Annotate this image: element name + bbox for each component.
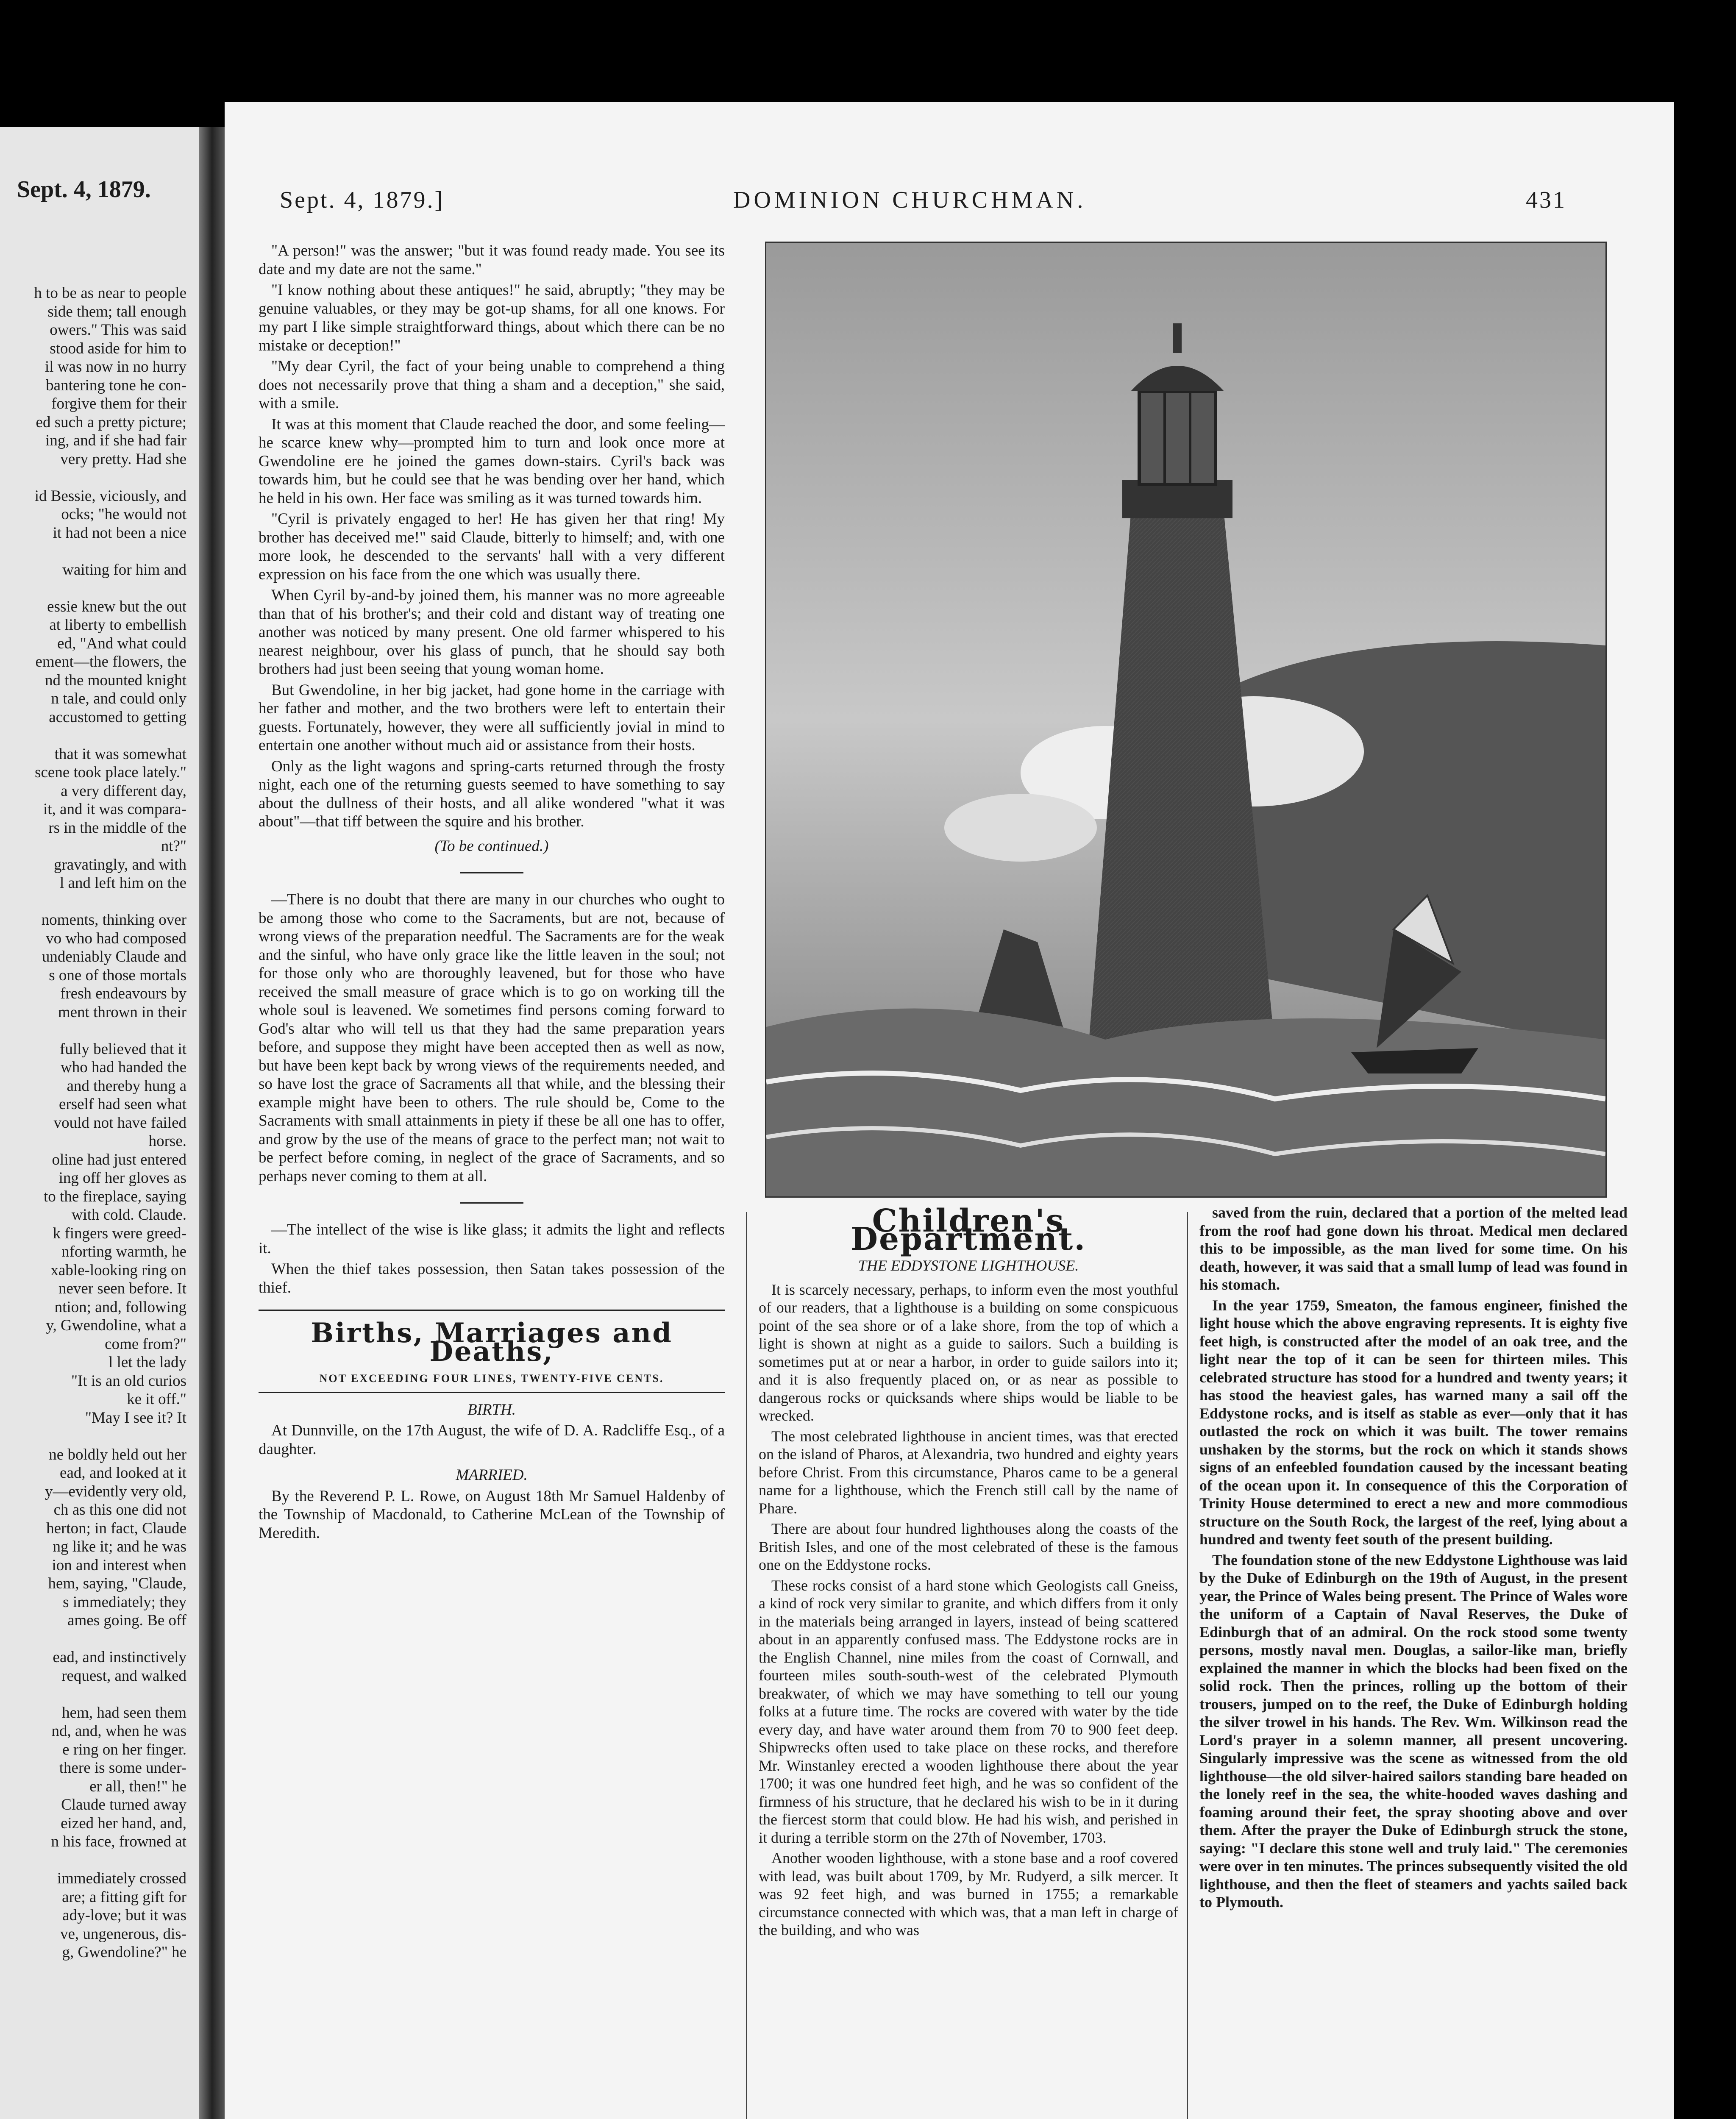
- bmd-subtitle: NOT EXCEEDING FOUR LINES, TWENTY-FIVE CENTS.: [319, 1372, 664, 1385]
- left-page-line: oline had just entered: [52, 1151, 186, 1168]
- left-page-line: eized her hand, and,: [61, 1814, 186, 1832]
- left-page-line: er all, then!" he: [89, 1777, 186, 1795]
- left-page-line: rs in the middle of the: [48, 819, 186, 837]
- left-page-line: l let the lady: [108, 1354, 186, 1371]
- left-page-line: nt?": [161, 837, 186, 855]
- left-page-line: hem, had seen them: [62, 1704, 186, 1721]
- lighthouse-illustration-icon: [766, 243, 1605, 1196]
- header-page-number: 431: [1526, 187, 1566, 213]
- left-page-line: a very different day,: [61, 782, 186, 800]
- left-page-line: s immediately; they: [63, 1593, 186, 1611]
- left-page-line: [0, 1021, 186, 1040]
- left-page-line: ment thrown in their: [58, 1003, 186, 1021]
- birth-notice: At Dunnville, on the 17th August, the wife of D. A. Radcliffe Esq., of a daughter.: [259, 1422, 725, 1458]
- left-page-line: h to be as near to people: [34, 284, 186, 302]
- left-page-line: forgive them for their: [51, 395, 186, 412]
- left-page-line: there is some under-: [59, 1759, 186, 1777]
- left-page-line: ed such a pretty picture;: [36, 413, 186, 431]
- left-page-line: fresh endeavours by: [60, 985, 186, 1002]
- left-page-line: fully believed that it: [60, 1040, 186, 1058]
- note-sacraments: —There is no doubt that there are many in our churches who ought to be among those who come to the Sacraments, but are not, because of wrong views of the preparation needful. The Sacraments are for the weak and the sinful, who have only grace like the little leaven in the soul; not for those only who are thoroughly leavened, but for those who have received the small measure of grace which is to go on working till the whole soul is leavened. We sometimes find persons coming forward to God's altar who will tell us that they had the same preparation years before, and suppose they might have been accepted then as well as now, but have been kept back by wrong views of the requirements needed, and so have lost the grace of Sacraments all that while, and the blessing their example might have been to others. The rule should be, Come to the Sacraments with small attainments in piety if these be all one has to offer, and grow by the use of the means of grace to the perfect man; not wait to be perfect before coming, in neglect of the grace of Sacraments, and so perhaps never coming to them at all.: [259, 891, 725, 1185]
- left-page-line: k fingers were greed-: [53, 1224, 186, 1242]
- left-page-line: scene took place lately.": [35, 764, 186, 781]
- left-page-line: ne boldly held out her: [49, 1446, 186, 1463]
- left-page-line: ve, ungenerous, dis-: [60, 1925, 186, 1943]
- left-page-line: y, Gwendoline, what a: [46, 1317, 186, 1334]
- left-page-line: horse.: [148, 1132, 186, 1150]
- column-rule: [1187, 1212, 1188, 2119]
- left-page-line: owers." This was said: [50, 321, 186, 339]
- left-page-line: id Bessie, viciously, and: [34, 487, 186, 505]
- left-page-line: bantering tone he con-: [46, 376, 186, 394]
- left-page-line: ead, and instinctively: [53, 1649, 186, 1666]
- left-page-line: [0, 542, 186, 561]
- lighthouse-article: [759, 1281, 1178, 1939]
- left-page-line: [0, 1427, 186, 1446]
- paragraph: "I know nothing about these antiques!" he said, abruptly; "they may be genuine valuables, or they may be got-up shams, for all one knows. For my part I like simple straightforward things, about which there can be no mistake or deception!": [259, 281, 725, 354]
- left-page-date: Sept. 4, 1879.: [17, 176, 151, 203]
- lighthouse-article-continued: [1199, 1204, 1628, 1911]
- left-page-line: ead, and looked at it: [60, 1464, 186, 1482]
- left-page-line: Claude turned away: [61, 1796, 186, 1813]
- left-page-line: [0, 1630, 186, 1649]
- bmd-header: [259, 1310, 725, 1393]
- left-page-line: and thereby hung a: [67, 1077, 186, 1095]
- header-title: DOMINION CHURCHMAN.: [733, 187, 1087, 213]
- column-1: [259, 242, 725, 1542]
- left-page-line: immediately crossed: [57, 1870, 186, 1887]
- left-page-line: stood aside for him to: [50, 339, 186, 357]
- paragraph: But Gwendoline, in her big jacket, had gone home in the carriage with her father and mother, and the two brothers were left to entertain their guests. Fortunately, however, they were all sufficiently jovial in mind to entertain one another without much aid or assistance from their hosts.: [259, 681, 725, 754]
- left-page-line: undeniably Claude and: [42, 948, 186, 965]
- left-page-line: ntion; and, following: [54, 1298, 186, 1316]
- left-page-line: at liberty to embellish: [49, 616, 186, 634]
- paragraph: saved from the ruin, declared that a portion of the melted lead from the roof had gone down his throat. Medical men declared this to be impossible, as the man lived for some time. On his death, however, it was said that a small lump of lead was found in his stomach.: [1199, 1204, 1628, 1293]
- left-page-line: ion and interest when: [52, 1556, 186, 1574]
- divider: [460, 872, 523, 873]
- left-page-line: ing off her gloves as: [58, 1169, 186, 1187]
- left-page-line: gravatingly, and with: [53, 856, 186, 873]
- paragraph: "A person!" was the answer; "but it was found ready made. You see its date and my date are not the same.": [259, 242, 725, 278]
- left-page-line: accustomed to getting: [49, 708, 186, 726]
- left-page-line: ement—the flowers, the: [35, 653, 186, 670]
- paragraph: There are about four hundred lighthouses along the coasts of the British Isles, and one of the most celebrated of these is the famous one on the Eddystone rocks.: [759, 1520, 1178, 1573]
- left-page-line: ng like it; and he was: [53, 1538, 186, 1555]
- left-page-line: "May I see it? It: [85, 1409, 186, 1427]
- bmd-title: Births, Marriages and Deaths,: [311, 1317, 673, 1368]
- left-page-line: hem, saying, "Claude,: [48, 1575, 186, 1592]
- left-page-line: request, and walked: [61, 1667, 186, 1685]
- left-page-line: very pretty. Had she: [60, 450, 186, 468]
- book-gutter: [199, 127, 225, 2119]
- left-page-line: nd, and, when he was: [51, 1722, 186, 1740]
- left-page-line: e ring on her finger.: [62, 1741, 186, 1758]
- article-title: THE EDDYSTONE LIGHTHOUSE.: [858, 1257, 1079, 1274]
- paragraph: In the year 1759, Smeaton, the famous engineer, finished the light house which the above engraving represents. It is eighty five feet high, is constructed after the model of an oak tree, and the light near the top of it can be seen for thirteen miles. This celebrated structure has stood for a hundred and twenty years; it has stood the heaviest gales, has warned many a sail off the Eddystone rocks, and is itself as stable as ever—only that it has outlasted the rock on which it was built. The tower remains unshaken by the storms, but the rock on which it stands shows signs of an enfeebled foundation caused by the incessant beating of the ocean upon it. In consequence of this the Corporation of Trinity House determined to erect a new and more commodious structure on the South Rock, the largest of the reef, lying about a hundred and twenty feet south of the present building.: [1199, 1296, 1628, 1548]
- left-page-line: vo who had composed: [46, 929, 186, 947]
- left-page-line: who had handed the: [61, 1059, 186, 1076]
- left-page-line: [0, 1851, 186, 1870]
- paragraph: "My dear Cyril, the fact of your being unable to comprehend a thing does not necessarily prove that thing a sham and a deception," she said, with a smile.: [259, 358, 725, 412]
- left-page-line: y—evidently very old,: [45, 1482, 186, 1500]
- left-page-line: vould not have failed: [53, 1114, 186, 1132]
- birth-heading: BIRTH.: [467, 1401, 516, 1418]
- left-page-line: ames going. Be off: [67, 1612, 186, 1629]
- left-page-line: side them; tall enough: [47, 303, 186, 320]
- serial-story: [259, 242, 725, 831]
- left-page-line: [0, 468, 186, 487]
- married-heading: MARRIED.: [456, 1466, 528, 1484]
- left-page-line: xable-looking ring on: [50, 1261, 186, 1279]
- left-page-line: "It is an old curios: [71, 1372, 186, 1390]
- left-page-line: nforting warmth, he: [61, 1243, 186, 1260]
- left-page-line: l and left him on the: [59, 874, 186, 892]
- note-thief: When the thief takes possession, then Satan takes possession of the thief.: [259, 1260, 725, 1296]
- column-rule: [746, 1212, 747, 2119]
- left-page-line: ing, and if she had fair: [45, 432, 186, 449]
- left-page-line: nd the mounted knight: [45, 671, 186, 689]
- note-intellect: —The intellect of the wise is like glass; it admits the light and reflects it.: [259, 1221, 725, 1257]
- left-page-line: are; a fitting gift for: [62, 1888, 186, 1906]
- left-page-text: [0, 284, 186, 1962]
- paragraph: The most celebrated lighthouse in ancient times, was that erected on the island of Pharos, at Alexandria, two hundred and eighty years before Christ. From this circumstance, Pharos came to be a general name for a lighthouse, which the French still call by the name of Phare.: [759, 1427, 1178, 1517]
- left-page-line: g, Gwendoline?" he: [62, 1944, 186, 1961]
- paragraph: These rocks consist of a hard stone which Geologists call Gneiss, a kind of rock very similar to granite, and which differs from it only in the materials being arranged in layers, instead of being scattered about in an apparently confused mass. The Eddystone rocks are in the English Channel, nine miles from the coast of Cornwall, and fourteen miles south-south-west of the celebrated Plymouth breakwater, of which we may have something to tell our young folks at a future time. The rocks are covered with water by the tide every day, and have water around them from 70 to 900 feet deep. Shipwrecks often used to take place on these rocks, and therefore Mr. Winstanley erected a wooden lighthouse there about the year 1700; it was one hundred feet high, and he was so confident of the firmness of his structure, that he declared his wish to be in it during the fiercest storm that could blow. He had his wish, and perished in it during a terrible storm on the 27th of November, 1703.: [759, 1577, 1178, 1846]
- left-page-line: ocks; "he would not: [61, 506, 186, 523]
- left-page-line: erself had seen what: [58, 1096, 186, 1113]
- left-page-line: n his face, frowned at: [51, 1833, 186, 1850]
- left-page-line: waiting for him and: [62, 561, 186, 578]
- left-page-line: never seen before. It: [58, 1280, 186, 1297]
- lighthouse-engraving: [765, 242, 1607, 1198]
- paragraph: It was at this moment that Claude reached the door, and some feeling—he scarce knew why—prompted him to turn and look once more at Gwendoline ere he joined the games down-stairs. Cyril's back was towards him, but he could see that he was bending over her hand, which he held in his own. Her face was smiling as it was turned towards him.: [259, 415, 725, 507]
- column-2: [759, 1204, 1178, 1939]
- paragraph: Another wooden lighthouse, with a stone base and a roof covered with lead, was built about 1709, by Mr. Rudyerd, a silk mercer. It was 92 feet high, and was burned in 1755; a remarkable circumstance connected with which was, that a man left in charge of the building, and who was: [759, 1849, 1178, 1938]
- left-page-line: n tale, and could only: [51, 690, 186, 707]
- to-be-continued: (To be continued.): [434, 837, 549, 855]
- paragraph: It is scarcely necessary, perhaps, to inform even the most youthful of our readers, that a lighthouse is a building on some conspicuous point of the sea shore or of a lake shore, from the top of which a light is shown at night as a guide to sailors. Such a building is sometimes put at or near a harbor, in order to guide sailors into it; and it is also frequently placed on, or as near as possible to dangerous rocks or quicksands where ships would be liable to be wrecked.: [759, 1281, 1178, 1424]
- column-3: [1199, 1204, 1628, 1911]
- left-page-line: come from?": [105, 1335, 186, 1353]
- left-page-line: with cold. Claude.: [71, 1206, 186, 1224]
- left-page-line: essie knew but the out: [47, 598, 186, 615]
- left-page-line: it had not been a nice: [53, 524, 186, 542]
- left-facing-page: [0, 127, 199, 2119]
- left-page-line: noments, thinking over: [41, 911, 186, 929]
- left-page-line: [0, 579, 186, 598]
- left-page-line: [0, 893, 186, 911]
- paragraph: The foundation stone of the new Eddystone Lighthouse was laid by the Duke of Edinburgh on the 19th of August, in the present year, the Prince of Wales being present. The Prince of Wales wore the uniform of a Captain of Naval Reserves, the Duke of Edinburgh that of an admiral. On the rock stood some twenty persons, mostly naval men. Douglas, a sailor-like man, briefly explained the manner in which the blocks had been fixed on the solid rock. Then the princes, rolling up the bottom of their trousers, jumped on to the reef, the Duke of Edinburgh holding the silver trowel in his hands. The Rev. Wm. Wilkinson read the Lord's prayer in a solemn manner, all present uncovering. Singularly impressive was the scene as witnessed from the old lighthouse—the old silver-haired sailors standing bare headed on the lonely reef in the sea, the white-hooded waves dashing and foaming around their feet, the spray shooting above and over them. After the prayer the Duke of Edinburgh struck the stone, saying: "I declare this stone well and truly laid." The ceremonies were over in ten minutes. The princes subsequently visited the old lighthouse, and then the fleet of steamers and yachts sailed back to Plymouth.: [1199, 1551, 1628, 1910]
- paragraph: When Cyril by-and-by joined them, his manner was no more agreeable than that of his brother's; and their cold and distant way of treating one another was noticed by many present. One old farmer whispered to his nearest neighbour, over his glass of punch, that he should say both brothers had just been seeing that young woman home.: [259, 587, 725, 678]
- divider: [460, 1202, 523, 1204]
- paragraph: Only as the light wagons and spring-carts returned through the frosty night, each one of the returning guests seemed to have something to say about the dullness of their hosts, and all alike wondered "what it was about"—that tiff between the squire and his brother.: [259, 757, 725, 830]
- left-page-line: il was now in no hurry: [45, 358, 186, 375]
- left-page-line: it, and it was compara-: [43, 801, 186, 818]
- left-page-line: herton; in fact, Claude: [46, 1519, 186, 1537]
- left-page-line: ch as this one did not: [53, 1501, 186, 1518]
- left-page-line: ady-love; but it was: [62, 1907, 186, 1924]
- left-page-line: s one of those mortals: [49, 966, 186, 984]
- main-page: [225, 102, 1674, 2119]
- childrens-department-heading: Children's Department.: [850, 1203, 1087, 1257]
- left-page-line: that it was somewhat: [54, 745, 186, 763]
- married-notice: By the Reverend P. L. Rowe, on August 18th Mr Samuel Haldenby of the Township of Macdonald, to Catherine McLean of the Township of Meredith.: [259, 1487, 725, 1542]
- left-page-line: [0, 1685, 186, 1704]
- paragraph: "Cyril is privately engaged to her! He has given her that ring! My brother has deceived me!" said Claude, bitterly to himself; and, with one more look, he descended to the servants' hall with a very different expression on his face from the one which was usually there.: [259, 510, 725, 583]
- left-page-line: [0, 726, 186, 745]
- header-date: Sept. 4, 1879.]: [280, 187, 445, 213]
- left-page-line: to the fireplace, saying: [44, 1187, 186, 1205]
- left-page-line: ed, "And what could: [57, 634, 186, 652]
- left-page-line: ke it off.": [127, 1390, 186, 1408]
